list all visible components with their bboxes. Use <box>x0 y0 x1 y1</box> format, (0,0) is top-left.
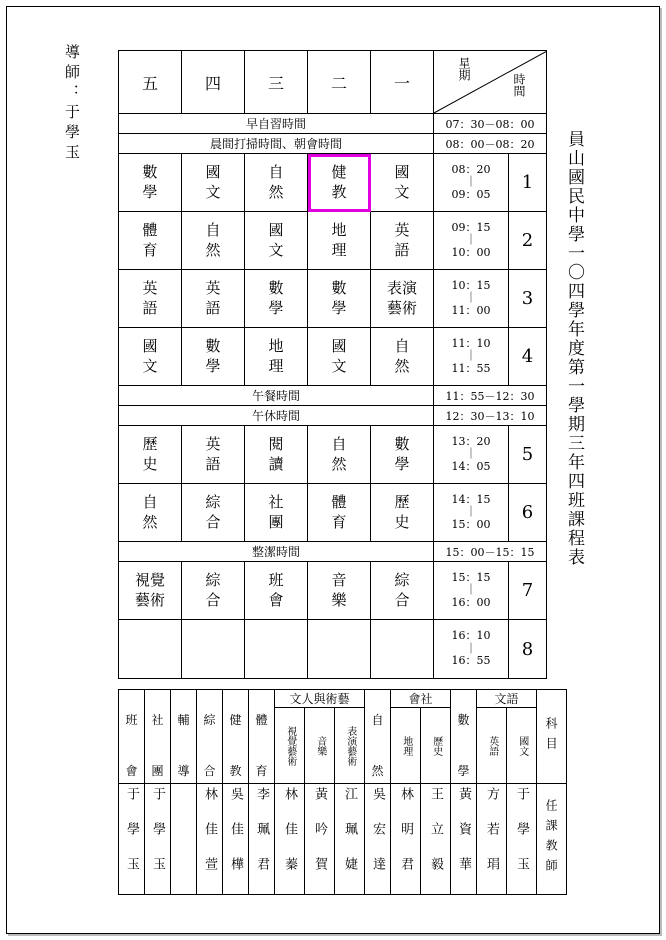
class-cell[interactable]: 自然 <box>308 426 371 484</box>
class-cell[interactable]: 數學 <box>371 426 434 484</box>
teacher-name <box>171 784 197 895</box>
class-cell[interactable]: 音樂 <box>308 562 371 620</box>
teacher-name: 林佳蓁 <box>275 784 305 895</box>
teacher-name: 方若琄 <box>477 784 507 895</box>
class-cell-highlighted[interactable]: 健教 <box>308 154 371 212</box>
teacher-subject-class-meeting: 班 會 <box>119 690 145 784</box>
class-cell[interactable]: 自然 <box>182 212 245 270</box>
period-number: 3 <box>509 270 547 328</box>
class-cell[interactable]: 班會 <box>245 562 308 620</box>
class-cell[interactable]: 視覺藝術 <box>119 562 182 620</box>
nap-time: 12：30－13：10 <box>434 406 547 426</box>
week-label: 星期 <box>457 57 471 81</box>
day-header-fri: 五 <box>119 51 182 114</box>
class-cell[interactable]: 自然 <box>119 484 182 542</box>
timetable <box>118 50 547 679</box>
period-number: 5 <box>509 426 547 484</box>
class-cell[interactable]: 綜合 <box>182 484 245 542</box>
class-cell[interactable]: 閱讀 <box>245 426 308 484</box>
diagonal-line <box>434 51 547 113</box>
class-cell[interactable]: 國文 <box>308 328 371 386</box>
group-social-label: 會社 <box>391 690 451 708</box>
teacher-name: 于學玉 <box>119 784 145 895</box>
cleaning-assembly-label: 晨間打掃時間、朝會時間 <box>119 134 434 154</box>
period-row <box>119 426 547 484</box>
period-row <box>119 562 547 620</box>
teacher-subject-pe: 體 育 <box>249 690 275 784</box>
period-number: 8 <box>509 620 547 679</box>
class-cell[interactable]: 英語 <box>182 426 245 484</box>
class-cell[interactable]: 國文 <box>371 154 434 212</box>
period-time: 15：15 ｜ 16：00 <box>434 562 509 620</box>
teacher-subject-science: 自 然 <box>365 690 391 784</box>
period-row <box>119 328 547 386</box>
mentor-label: 導師：于學玉 <box>63 44 81 164</box>
class-cell[interactable]: 地理 <box>308 212 371 270</box>
class-cell[interactable]: 國文 <box>245 212 308 270</box>
period-number: 6 <box>509 484 547 542</box>
class-cell[interactable]: 數學 <box>308 270 371 328</box>
period-row <box>119 270 547 328</box>
day-header-thu: 四 <box>182 51 245 114</box>
group-language-label: 文語 <box>477 690 537 708</box>
class-cell[interactable]: 體育 <box>308 484 371 542</box>
subject-label: 科目 <box>537 690 567 784</box>
teacher-name: 林明君 <box>391 784 421 895</box>
class-cell[interactable]: 自然 <box>371 328 434 386</box>
teacher-name: 王立毅 <box>421 784 451 895</box>
class-cell[interactable]: 社團 <box>245 484 308 542</box>
class-cell[interactable]: 國文 <box>119 328 182 386</box>
class-cell[interactable]: 歷史 <box>119 426 182 484</box>
class-cell[interactable]: 國文 <box>182 154 245 212</box>
teacher-subject-music: 音樂 <box>305 708 335 784</box>
morning-study-label: 早自習時間 <box>119 114 434 134</box>
teacher-subject-performing-arts: 表演藝術 <box>335 708 365 784</box>
class-cell[interactable]: 綜合 <box>371 562 434 620</box>
teacher-name: 黃資華 <box>451 784 477 895</box>
tidy-time: 15：00－15：15 <box>434 542 547 562</box>
class-cell[interactable]: 體育 <box>119 212 182 270</box>
time-label: 時間 <box>512 73 526 97</box>
period-row <box>119 212 547 270</box>
day-header-tue: 二 <box>308 51 371 114</box>
class-cell[interactable]: 數學 <box>182 328 245 386</box>
class-cell-empty[interactable] <box>119 620 182 679</box>
teacher-subject-history: 歷史 <box>421 708 451 784</box>
teacher-subject-visual-arts: 視覺藝術 <box>275 708 305 784</box>
class-cell[interactable]: 歷史 <box>371 484 434 542</box>
cleaning-assembly-time: 08：00－08：20 <box>434 134 547 154</box>
period-time: 13：20 ｜ 14：05 <box>434 426 509 484</box>
teacher-name: 吳佳樺 <box>223 784 249 895</box>
period-row <box>119 154 547 212</box>
period-number: 7 <box>509 562 547 620</box>
teacher-name: 江珮婕 <box>335 784 365 895</box>
period-number: 4 <box>509 328 547 386</box>
teacher-subject-geography: 地理 <box>391 708 421 784</box>
teacher-subject-english: 英語 <box>477 708 507 784</box>
schedule-title: 員山國民中學一〇四學年度第一學期三年四班課程表 <box>564 130 584 567</box>
teacher-subject-integrated: 綜 合 <box>197 690 223 784</box>
teacher-subject-counseling: 輔 導 <box>171 690 197 784</box>
period-time: 16：10 ｜ 16：55 <box>434 620 509 679</box>
nap-label: 午休時間 <box>119 406 434 426</box>
teacher-name: 于學玉 <box>145 784 171 895</box>
day-header-mon: 一 <box>371 51 434 114</box>
class-cell[interactable]: 自然 <box>245 154 308 212</box>
period-row <box>119 620 547 679</box>
class-cell[interactable]: 數學 <box>245 270 308 328</box>
week-time-header <box>434 51 547 114</box>
period-row <box>119 484 547 542</box>
teacher-name: 于學玉 <box>507 784 537 895</box>
class-cell[interactable]: 英語 <box>371 212 434 270</box>
period-number: 2 <box>509 212 547 270</box>
class-cell-empty[interactable] <box>308 620 371 679</box>
period-time: 09：15 ｜ 10：00 <box>434 212 509 270</box>
period-number: 1 <box>509 154 547 212</box>
group-arts-label: 文人與術藝 <box>275 690 365 708</box>
teacher-name: 黃吟賀 <box>305 784 335 895</box>
lunch-label: 午餐時間 <box>119 386 434 406</box>
period-time: 10：15 ｜ 11：00 <box>434 270 509 328</box>
class-cell[interactable]: 表演藝術 <box>371 270 434 328</box>
teacher-label: 任課教師 <box>537 784 567 895</box>
class-cell-empty[interactable] <box>371 620 434 679</box>
class-cell-empty[interactable] <box>182 620 245 679</box>
class-cell[interactable]: 綜合 <box>182 562 245 620</box>
teacher-subject-chinese: 國文 <box>507 708 537 784</box>
class-cell-empty[interactable] <box>245 620 308 679</box>
teacher-table <box>118 689 567 895</box>
class-cell[interactable]: 英語 <box>119 270 182 328</box>
tidy-label: 整潔時間 <box>119 542 434 562</box>
day-header-wed: 三 <box>245 51 308 114</box>
class-cell[interactable]: 地理 <box>245 328 308 386</box>
morning-study-time: 07：30－08：00 <box>434 114 547 134</box>
teacher-subject-health: 健 教 <box>223 690 249 784</box>
teacher-name: 李珮君 <box>249 784 275 895</box>
period-time: 11：10 ｜ 11：55 <box>434 328 509 386</box>
teacher-name: 林佳萱 <box>197 784 223 895</box>
teacher-subject-math: 數 學 <box>451 690 477 784</box>
teacher-name: 吳宏達 <box>365 784 391 895</box>
lunch-time: 11：55－12：30 <box>434 386 547 406</box>
class-cell[interactable]: 數學 <box>119 154 182 212</box>
teacher-subject-club: 社 團 <box>145 690 171 784</box>
class-cell[interactable]: 英語 <box>182 270 245 328</box>
period-time: 08：20 ｜ 09：05 <box>434 154 509 212</box>
period-time: 14：15 ｜ 15：00 <box>434 484 509 542</box>
